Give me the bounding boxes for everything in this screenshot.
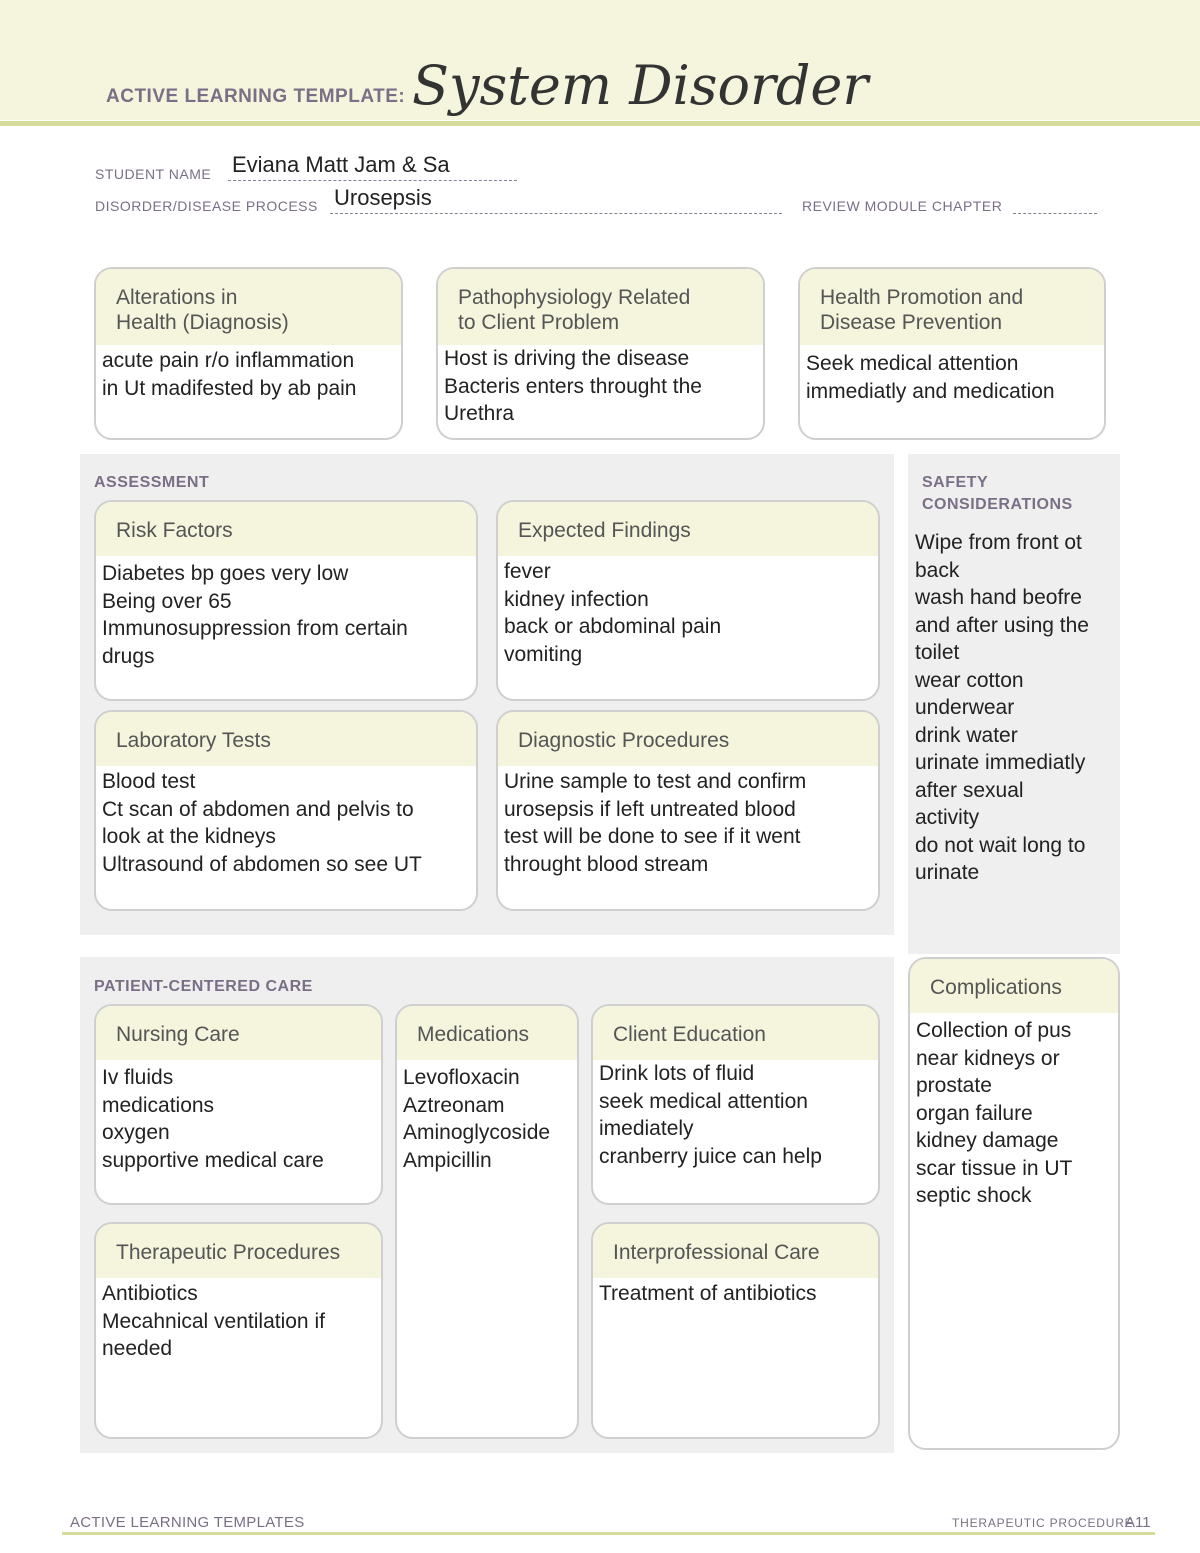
assessment-label: ASSESSMENT	[94, 474, 210, 491]
medications-card	[395, 1004, 579, 1439]
therapeutic-procedures-card	[94, 1222, 383, 1439]
page-title: System Disorder	[412, 54, 869, 117]
disorder-label: DISORDER/DISEASE PROCESS	[95, 198, 318, 214]
laboratory-tests-card	[94, 710, 478, 911]
pathophysiology-card	[436, 267, 765, 440]
student-name-value[interactable]: Eviana Matt Jam & Sa	[232, 152, 450, 177]
nursing-care-card	[94, 1004, 383, 1205]
safety-body[interactable]: Wipe from front ot back wash hand beofre and after using the toilet wear cotton underwear drink water urinate immediatly after sexual activity do not wait long to urinate	[915, 531, 1089, 884]
pathophysiology-title: Pathophysiology Related to Client Problem	[438, 269, 763, 345]
safety-label: SAFETY CONSIDERATIONS	[922, 474, 1073, 513]
complications-card	[908, 957, 1120, 1450]
diagnostic-procedures-card	[496, 710, 880, 911]
alterations-body[interactable]: acute pain r/o inflammation in Ut madifested by ab pain	[102, 349, 357, 400]
review-module-line	[1013, 213, 1097, 214]
pathophysiology-body[interactable]: Host is driving the disease Bacteris enters throught the Urethra	[444, 347, 702, 425]
complications-title: Complications	[910, 959, 1118, 1013]
nursing-care-body[interactable]: Iv fluids medications oxygen supportive medical care	[102, 1066, 324, 1172]
complications-body[interactable]: Collection of pus near kidneys or prostate organ failure kidney damage scar tissue in UT septic shock	[916, 1019, 1073, 1207]
expected-findings-card	[496, 500, 880, 701]
footer-right-label: THERAPEUTIC PROCEDURE	[952, 1516, 1134, 1530]
diagnostic-procedures-body[interactable]: Urine sample to test and confirm urosepsis if left untreated blood test will be done to see if it went throught blood stream	[504, 770, 807, 876]
patient-centered-care-label: PATIENT-CENTERED CARE	[94, 978, 313, 995]
template-label: ACTIVE LEARNING TEMPLATE:	[106, 86, 406, 107]
disorder-line	[330, 213, 782, 214]
alterations-title: Alterations in Health (Diagnosis)	[96, 269, 401, 345]
diagnostic-procedures-title: Diagnostic Procedures	[498, 712, 878, 766]
expected-findings-body[interactable]: fever kidney infection back or abdominal pain vomiting	[504, 560, 722, 666]
laboratory-tests-title: Laboratory Tests	[96, 712, 476, 766]
client-education-card	[591, 1004, 880, 1205]
footer-left-label: ACTIVE LEARNING TEMPLATES	[70, 1514, 305, 1531]
client-education-title: Client Education	[593, 1006, 878, 1060]
footer-divider	[62, 1532, 1155, 1535]
medications-body[interactable]: Levofloxacin Aztreonam Aminoglycoside Ampicillin	[403, 1066, 551, 1172]
expected-findings-title: Expected Findings	[498, 502, 878, 556]
student-name-label: STUDENT NAME	[95, 166, 212, 182]
therapeutic-procedures-title: Therapeutic Procedures	[96, 1224, 381, 1278]
nursing-care-title: Nursing Care	[96, 1006, 381, 1060]
review-module-label: REVIEW MODULE CHAPTER	[802, 198, 1003, 214]
laboratory-tests-body[interactable]: Blood test Ct scan of abdomen and pelvis to look at the kidneys Ultrasound of abdomen so see UT	[102, 770, 422, 876]
health-promotion-title: Health Promotion and Disease Prevention	[800, 269, 1104, 345]
disorder-value[interactable]: Urosepsis	[334, 185, 432, 210]
alterations-card	[94, 267, 403, 440]
medications-title: Medications	[397, 1006, 577, 1060]
client-education-body[interactable]: Drink lots of fluid seek medical attention imediately cranberry juice can help	[599, 1062, 822, 1168]
header-divider	[0, 121, 1200, 126]
risk-factors-title: Risk Factors	[96, 502, 476, 556]
interprofessional-care-title: Interprofessional Care	[593, 1224, 878, 1278]
page-number: A11	[1125, 1514, 1151, 1531]
student-name-line	[228, 180, 517, 181]
health-promotion-body[interactable]: Seek medical attention immediatly and medication	[806, 352, 1055, 403]
risk-factors-card	[94, 500, 478, 701]
risk-factors-body[interactable]: Diabetes bp goes very low Being over 65 Immunosuppression from certain drugs	[102, 562, 408, 668]
health-promotion-card	[798, 267, 1106, 440]
interprofessional-care-card	[591, 1222, 880, 1439]
therapeutic-procedures-body[interactable]: Antibiotics Mecahnical ventilation if needed	[102, 1282, 325, 1360]
interprofessional-care-body[interactable]: Treatment of antibiotics	[599, 1282, 817, 1305]
